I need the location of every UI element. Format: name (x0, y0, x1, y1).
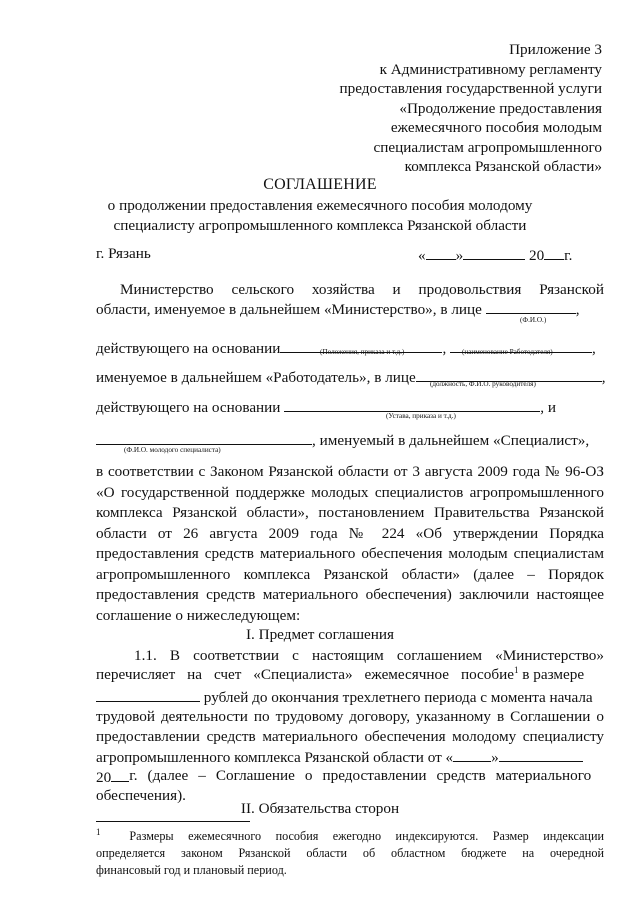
party-line: области, именуемое в дальнейшем «Министерство», в лице , (96, 301, 580, 318)
section-line (96, 767, 591, 787)
party-text: , именуемый в дальнейшем «Специалист», (312, 432, 590, 449)
caption-fio: (Ф.И.О.) (520, 316, 547, 324)
document-subtitle (0, 196, 640, 236)
caption-employer-name: (наименование Работодателя) (462, 348, 553, 356)
specialist-blank (96, 430, 312, 445)
appendix-line: «Продолжение предоставления (399, 99, 602, 117)
preamble-line: области от 26 августа 2009 года № 224 «Об утверждении Порядка (96, 524, 604, 542)
footnote-line: финансовый год и плановый период. (96, 863, 287, 877)
party-line: действующего на основании , , (96, 340, 596, 357)
party-text: действующего на основании (96, 399, 281, 416)
section-text: » (491, 749, 499, 766)
date-year-suffix: г. (564, 247, 573, 264)
appendix-line: ежемесячного пособия молодым (390, 119, 602, 136)
party-line: Министерство сельского хозяйства и продовольствия Рязанской (120, 281, 604, 298)
section-line: 1.1. В соответствии с настоящим соглашением «Министерство» (134, 647, 604, 664)
preamble-line: «О государственной поддержке молодых специалистов агропромышленного (96, 483, 604, 501)
party-line (96, 397, 556, 417)
preamble-line: комплекса Рязанской области», постановлением Правительства Рязанской (96, 504, 604, 521)
preamble-line: агропромышленного комплекса Рязанской области» (далее – Порядок (96, 565, 604, 583)
preamble-line: соглашение о нижеследующем: (96, 606, 301, 624)
section-text: перечисляет на счет «Специалиста» ежемесячное пособие (96, 666, 514, 683)
charter-blank (284, 397, 540, 412)
section-line: обеспечения). (96, 787, 186, 804)
section-text: в размере (518, 666, 585, 683)
section-text: рублей до окончания трехлетнего периода с момента начала (203, 689, 593, 706)
appendix-line: комплекса Рязанской области» (404, 158, 602, 175)
preamble-line: предоставления средств материального обеспечения) заключили настоящее (96, 586, 604, 603)
preamble-line: предоставления средств материального обеспечения молодым специалистам (96, 545, 604, 562)
agreement-month-blank (499, 747, 583, 762)
party-line: именуемое в дальнейшем «Работодатель», в лице , (96, 369, 606, 386)
section-line (96, 666, 604, 684)
section-line: трудовой деятельности по трудовому договору, указанному в Соглашении о (96, 708, 604, 725)
footnote-mark: 1 (96, 826, 101, 837)
caption-manager: (должность, Ф.И.О. руководителя) (430, 380, 536, 388)
footnote-ref: 1 (514, 664, 519, 675)
appendix-line: Приложение 3 (509, 41, 602, 58)
party-text: действующего на основании (96, 340, 281, 357)
date-open-quote: « (418, 247, 426, 264)
preamble-line: в соответствии с Законом Рязанской области от 3 августа 2009 года № 96-ОЗ (96, 463, 604, 480)
date-day-blank (426, 245, 456, 260)
subtitle-line: о продолжении предоставления ежемесячного пособия молодому (107, 197, 533, 214)
appendix-line: предоставления государственной услуги (339, 80, 602, 97)
appendix-line: специалистам агропромышленного (373, 138, 602, 156)
subtitle-line: специалисту агропромышленного комплекса Рязанской области (113, 217, 527, 234)
appendix-block (340, 40, 603, 177)
section-heading: II. Обязательства сторон (240, 800, 400, 817)
agreement-year-blank (111, 767, 129, 782)
section-text: 20 (96, 769, 112, 786)
caption-charter: (Устава, приказа и т.д.) (386, 412, 456, 420)
ministry-rep-blank (486, 299, 576, 314)
party-text: , и (540, 399, 556, 416)
date-year-prefix: 20 (528, 247, 545, 264)
date-year-blank (544, 245, 564, 260)
section-text: агропромышленного комплекса Рязанской области от « (96, 749, 454, 766)
document-title: СОГЛАШЕНИЕ (263, 176, 377, 193)
date-close-quote: » (455, 247, 464, 264)
footnote-rule (96, 821, 250, 822)
section-line (96, 747, 583, 767)
agreement-day-blank (453, 747, 491, 762)
section-line: предоставлении средств материального обеспечения молодому специалисту (96, 728, 604, 745)
footnote-line (96, 828, 604, 844)
footnote-text: Размеры ежемесячного пособия ежегодно индексируются. Размер индексации (129, 829, 604, 843)
date-month-blank (463, 245, 525, 260)
party-text: именуемое в дальнейшем «Работодатель», в лице (96, 369, 416, 386)
date-line (418, 245, 572, 265)
party-text: области, именуемое в дальнейшем «Министерство», в лице (96, 301, 482, 318)
section-heading: I. Предмет соглашения (245, 626, 395, 643)
section-text: г. (далее – Соглашение о предоставлении средств материального (129, 767, 592, 784)
caption-specialist: (Ф.И.О. молодого специалиста) (124, 446, 221, 454)
appendix-line: к Административному регламенту (379, 60, 602, 78)
section-line (96, 687, 593, 707)
caption-position-order: (Положения, приказа и т.д.) (320, 348, 405, 356)
place-label: г. Рязань (96, 245, 151, 262)
footnote-line: определяется законом Рязанской области об областном бюджете на очередной (96, 846, 604, 860)
amount-blank (96, 687, 200, 702)
